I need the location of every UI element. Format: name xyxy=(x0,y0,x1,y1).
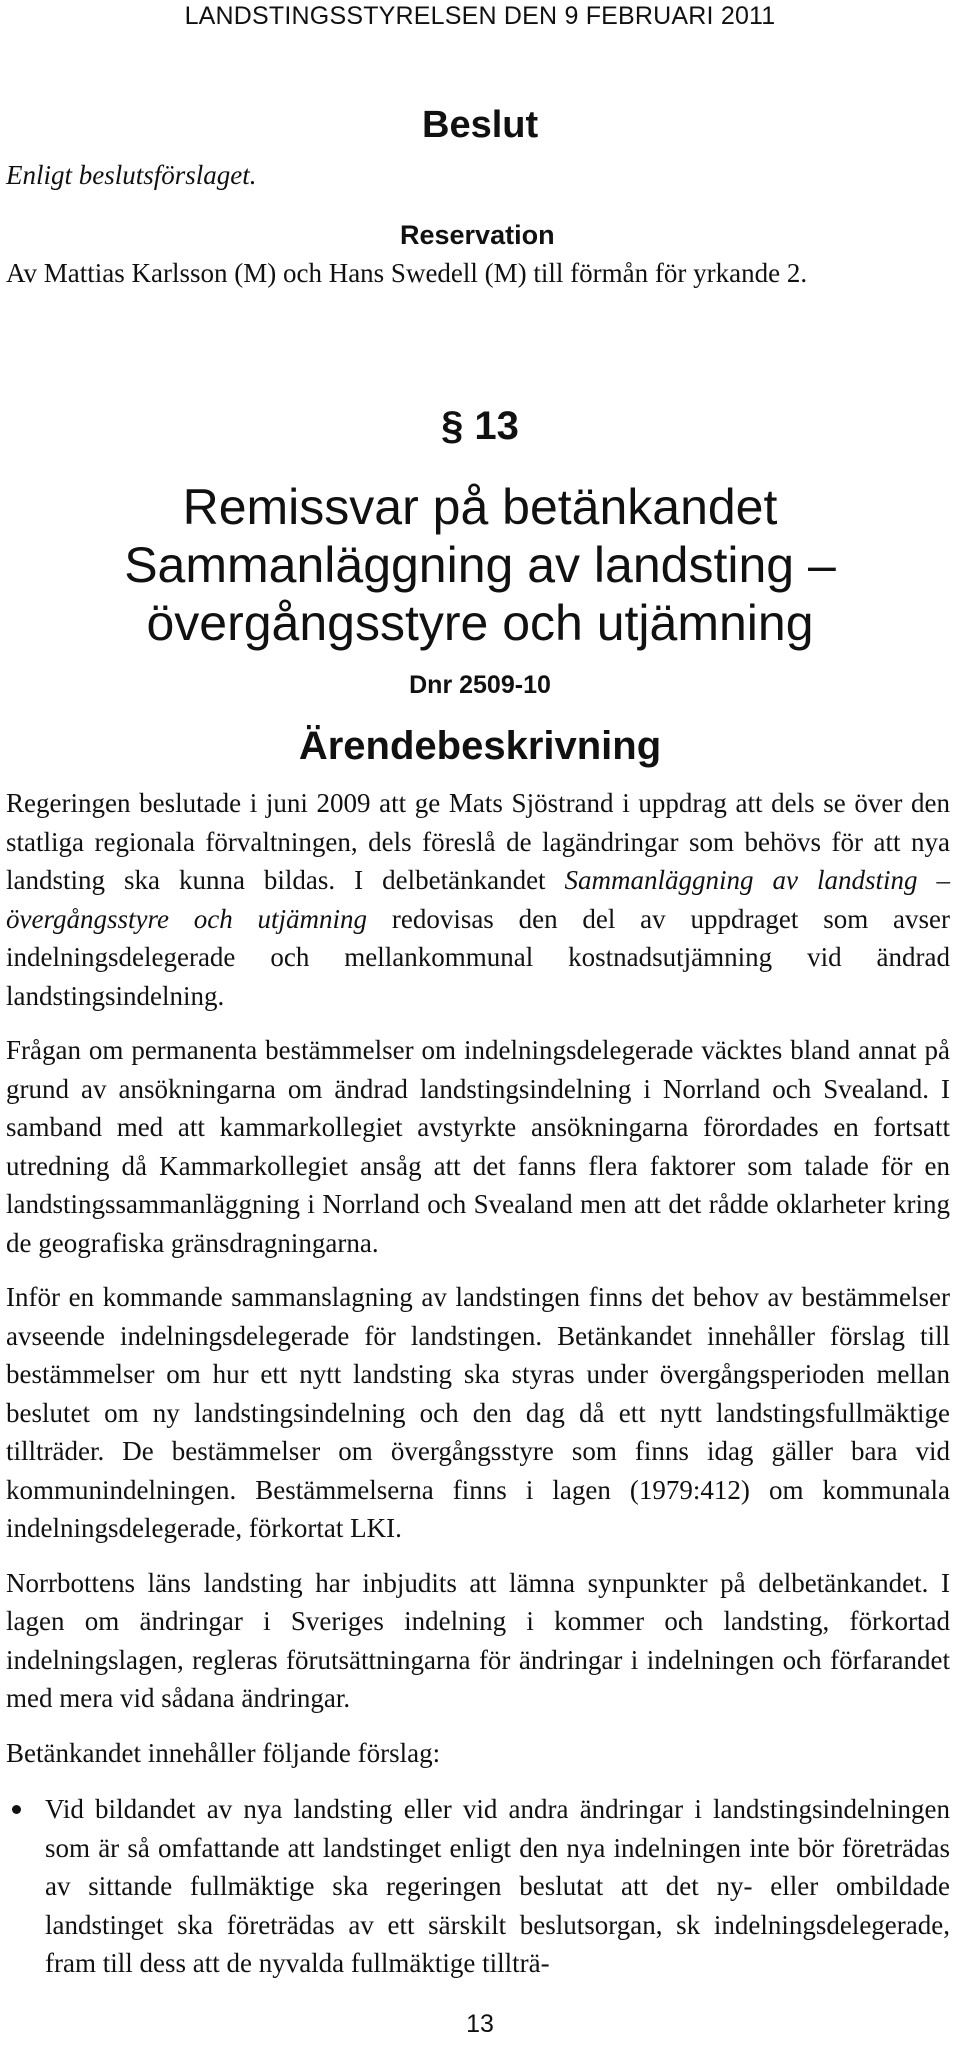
list-item xyxy=(6,1790,950,1983)
bullet-icon xyxy=(12,1805,21,1814)
paragraph-1-italic-title: Sammanläggning av landsting – övergångsstyre och utjämning xyxy=(6,865,950,934)
paragraph-5: Betänkandet innehåller följande förslag: xyxy=(6,1737,441,1768)
running-header: LANDSTINGSSTYRELSEN DEN 9 FEBRUARI 2011 xyxy=(184,2,776,30)
paragraph-1-end: redovisas den del av uppdraget som avser indelningsdelegerade och mellankommunal kostnadsutjämning vid ändrad landstingsindelning. xyxy=(6,903,950,1011)
reservation-text: Av Mattias Karlsson (M) och Hans Swedell (M) till förmån för yrkande 2. xyxy=(6,258,808,288)
list-item-text: Vid bildandet av nya landsting eller vid andra ändringar i landstingsindelningen som är så omfattande att landstinget enligt den nya indelningen inte bör företrädas av sittande fullmäktige ska regeringen beslutat att det ny- eller ombildade landstinget ska företrädas av ett särskilt beslutsorgan, sk indelningsdelegerade, fram till dess att de nyvalda fullmäktige tillträ- xyxy=(45,1794,950,1978)
body-text xyxy=(6,784,950,1983)
paragraph-1 xyxy=(6,784,950,1015)
paragraph-3: Inför en kommande sammanslagning av landstingen finns det behov av bestämmelser avseende indelningsdelegerade för landstingen. Betänkandet innehåller förslag till bestämmelser om hur ett nytt landsting ska styras under övergångsperioden mellan beslutet om ny landstingsindelning och den dag då ett nytt landstingsfullmäktige tillträder. De bestämmelser om övergångsstyre som finns idag gäller bara vid kommunindelningen. Bestämmelserna finns i lagen (1979:412) om kommunala indelningsdelegerade, förkortat LKI. xyxy=(6,1282,950,1543)
proposal-list xyxy=(6,1790,950,1983)
reservation-heading: Reservation xyxy=(400,220,555,250)
paragraph-1-start: Regeringen beslutade i juni 2009 att ge Mats Sjöstrand i uppdrag att dels se över den statliga regionala förvaltningen, dels föreslå de lagändringar som behövs för att nya landsting ska kunna bildas. I delbetänkandet xyxy=(6,788,950,895)
dnr-number: Dnr 2509-10 xyxy=(409,671,551,699)
page-number: 13 xyxy=(466,2010,494,2038)
paragraph-4: Norrbottens läns landsting har inbjudits att lämna synpunkter på delbetänkandet. I lagen om ändringar i Sveriges indelning i kommer och landsting, förkortad indelningslagen, regleras förutsättningarna för ändringar i indelningen och förfarandet med mera vid sådana ändringar. xyxy=(6,1567,950,1713)
beslut-text: Enligt beslutsförslaget. xyxy=(6,160,257,190)
section-number: § 13 xyxy=(441,404,519,448)
page-title: Remissvar på betänkandet Sammanläggning av landsting – övergångsstyre och utjämning xyxy=(124,479,836,651)
paragraph-2: Frågan om permanenta bestämmelser om indelningsdelegerade väcktes bland annat på grund av ansökningarna om ändrad landstingsindelning i Norrland och Svealand. I samband med att kammarkollegiet avstyrkte ansökningarna förordades en fortsatt utredning då Kammarkollegiet ansåg att det fanns flera faktorer som talade för en landstingssammanläggning i Norrland och Svealand men att det rådde oklarheter kring de geografiska gränsdragningarna. xyxy=(6,1035,950,1258)
beslut-heading: Beslut xyxy=(422,104,539,146)
section-subheading: Ärendebeskrivning xyxy=(298,724,662,768)
